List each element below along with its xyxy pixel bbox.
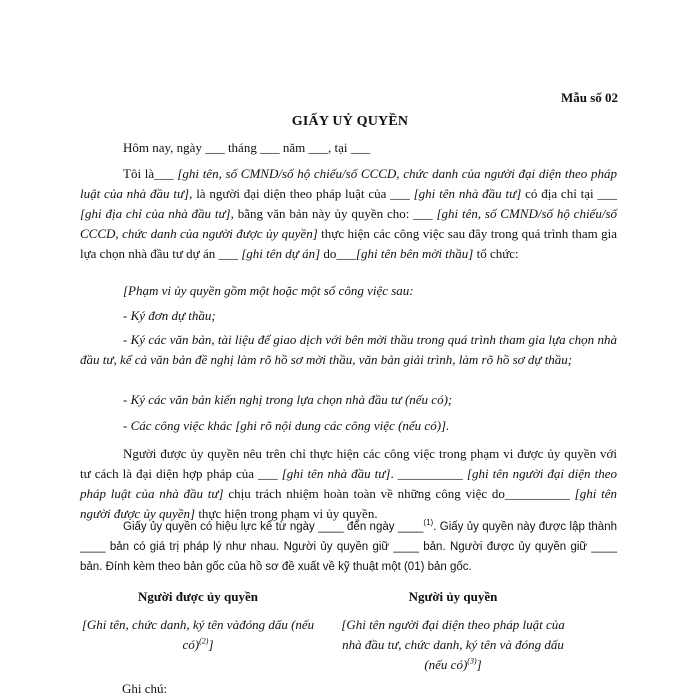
scope-item: - Các công việc khác [ghi rõ nội dung các công việc (nếu có)].: [123, 418, 450, 433]
authorizer-title: Người ủy quyền: [408, 589, 498, 604]
scope-item: - Ký các văn bản kiến nghị trong lựa chọn nhà đầu tư (nếu có);: [123, 392, 453, 407]
authorized-person-instruction: [Ghi tên, chức danh, ký tên vàđóng dấu (nếu có)$^{(2)}$]: [81, 617, 315, 652]
intro-paragraph: Tôi là___ [ghi tên, số CMND/số hộ chiếu/số CCCD, chức danh của người đại diện theo pháp luật của nhà đầu tư], là người đại diện theo pháp luật của ___ [ghi tên nhà đầu tư] có địa chỉ tại ___ [ghi địa chỉ của nhà đầu tư], bằng văn bản này ủy quyền cho: ___ [ghi tên, số CMND/số hộ chiếu/số CCCD, chức danh của người được ủy quyền] thực hiện các công việc sau đây trong quá trình tham gia lựa chọn nhà đầu tư dự án ___ [ghi tên dự án] do___[ghi tên bên mời thầu] tổ chức:: [80, 166, 618, 261]
date-line: Hôm nay, ngày ___ tháng ___ năm ___, tại ___: [123, 140, 371, 155]
scope-item: - Ký đơn dự thầu;: [123, 308, 216, 323]
document-title: GIẤY UỶ QUYỀN: [291, 114, 409, 129]
notes-label: Ghi chú:: [122, 681, 168, 696]
signature-block-authorized: [78, 587, 318, 655]
signature-block-authorizer: [333, 587, 573, 675]
validity-paragraph: Giấy ủy quyền có hiệu lực kể từ ngày ____ đến ngày ____$^{(1)}$. Giấy ủy quyền này được lập thành ____ bản có giá trị pháp lý như nhau. Người ủy quyền giữ ____ bản. Người được ủy quyền giữ ____ bản. Đính kèm theo bản gốc của hồ sơ đề xuất về kỹ thuật một (01) bản gốc.: [80, 518, 617, 573]
scope-heading: [Phạm vi ủy quyền gồm một hoặc một số công việc sau:: [123, 283, 414, 298]
authorizer-instruction: [Ghi tên người đại diện theo pháp luật của nhà đầu tư, chức danh, ký tên và đóng dấu (nếu có)$^{(3)}$]: [341, 617, 565, 672]
responsibility-paragraph: Người được ủy quyền nêu trên chỉ thực hiện các công việc trong phạm vi được ủy quyền với tư cách là đại diện hợp pháp của ___ [ghi tên nhà đầu tư]. __________ [ghi tên người đại diện theo pháp luật của nhà đầu tư] chịu trách nhiệm hoàn toàn về những công việc do__________ [ghi tên người được ủy quyền] thực hiện trong phạm vi ủy quyền.: [80, 446, 617, 521]
authorized-person-title: Người được ủy quyền: [138, 589, 258, 604]
scope-item: - Ký các văn bản, tài liệu để giao dịch với bên mời thầu trong quá trình tham gia lựa chọn nhà đầu tư, kể cả văn bản đề nghị làm rõ hồ sơ mời thầu, văn bản giải trình, làm rõ hồ sơ dự thầu;: [80, 332, 617, 367]
form-number: Mẫu số 02: [560, 90, 618, 105]
